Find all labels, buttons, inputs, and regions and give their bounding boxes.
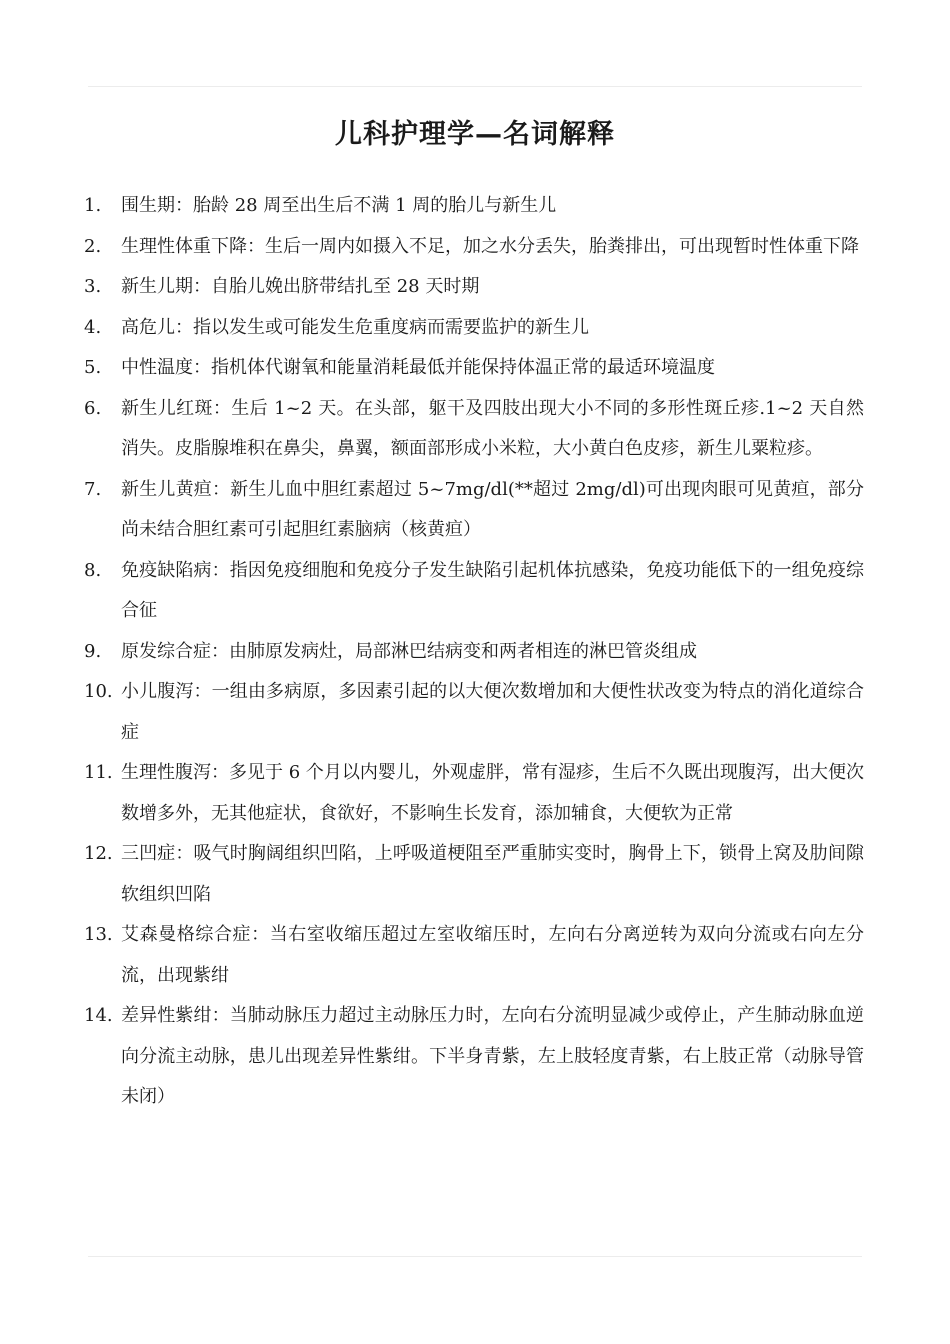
list-item [84,227,864,268]
item-number: 9. [84,640,102,662]
list-item [84,308,864,349]
list-item [84,551,864,632]
item-number: 14. [84,1005,113,1026]
list-item [84,915,864,996]
item-text: 中性温度：指机体代谢氧和能量消耗最低并能保持体温正常的最适环境温度 [121,357,715,378]
page-title: 儿科护理学—名词解释 [335,119,615,150]
item-text: 生理性体重下降：生后一周内如摄入不足，加之水分丢失，胎粪排出，可出现暂时性体重下降 [121,235,859,257]
list-item [84,996,864,1118]
item-number: 1. [84,195,102,216]
item-number: 10. [84,681,113,702]
item-number: 2. [84,235,102,257]
list-item [84,834,864,915]
item-text: 差异性紫绀：当肺动脉压力超过主动脉压力时，左向右分流明显减少或停止，产生肺动脉血逆向分流主动脉，患儿出现差异性紫绀。下半身青紫，左上肢轻度青紫，右上肢正常（动脉导管未闭） [121,1005,864,1107]
item-text: 新生儿红斑：生后 1~2 天。在头部，躯干及四肢出现大小不同的多形性斑丘疹.1~2 天自然消失。皮脂腺堆积在鼻尖，鼻翼，额面部形成小米粒，大小黄白色皮疹，新生儿粟粒疹。 [121,397,864,459]
definition-list [84,186,864,1118]
item-number: 13. [84,924,113,945]
bottom-divider [88,1256,862,1257]
item-text: 小儿腹泻：一组由多病原，多因素引起的以大便次数增加和大便性状改变为特点的消化道综合症 [121,681,864,743]
item-text: 免疫缺陷病：指因免疫细胞和免疫分子发生缺陷引起机体抗感染，免疫功能低下的一组免疫综合征 [121,559,864,621]
item-number: 6. [84,397,102,419]
item-text: 新生儿黄疸：新生儿血中胆红素超过 5~7mg/dl(**超过 2mg/dl)可出现肉眼可见黄疸，部分尚未结合胆红素可引起胆红素脑病（核黄疸） [121,478,864,540]
item-text: 围生期：胎龄 28 周至出生后不满 1 周的胎儿与新生儿 [121,195,557,216]
item-text: 新生儿期：自胎儿娩出脐带结扎至 28 天时期 [121,276,480,297]
item-text: 生理性腹泻：多见于 6 个月以内婴儿，外观虚胖，常有湿疹，生后不久既出现腹泻，出大便次数增多外，无其他症状，食欲好，不影响生长发育，添加辅食，大便软为正常 [121,762,864,824]
top-divider [88,86,862,87]
item-number: 8. [84,559,102,581]
item-text: 原发综合症：由肺原发病灶，局部淋巴结病变和两者相连的淋巴管炎组成 [121,640,697,662]
item-number: 5. [84,357,102,378]
item-text: 艾森曼格综合症：当右室收缩压超过左室收缩压时，左向右分离逆转为双向分流或右向左分流，出现紫绀 [121,924,864,986]
item-text: 三凹症：吸气时胸阔组织凹陷，上呼吸道梗阻至严重肺实变时，胸骨上下，锁骨上窝及肋间隙软组织凹陷 [121,843,864,905]
item-text: 高危儿：指以发生或可能发生危重度病而需要监护的新生儿 [121,316,589,338]
item-number: 4. [84,316,102,338]
list-item [84,672,864,753]
list-item [84,389,864,470]
list-item [84,632,864,673]
item-number: 7. [84,478,102,500]
list-item [84,753,864,834]
list-item [84,348,864,389]
list-item [84,186,864,227]
list-item [84,470,864,551]
item-number: 11. [84,762,113,783]
list-item [84,267,864,308]
item-number: 3. [84,276,102,297]
item-number: 12. [84,843,113,864]
